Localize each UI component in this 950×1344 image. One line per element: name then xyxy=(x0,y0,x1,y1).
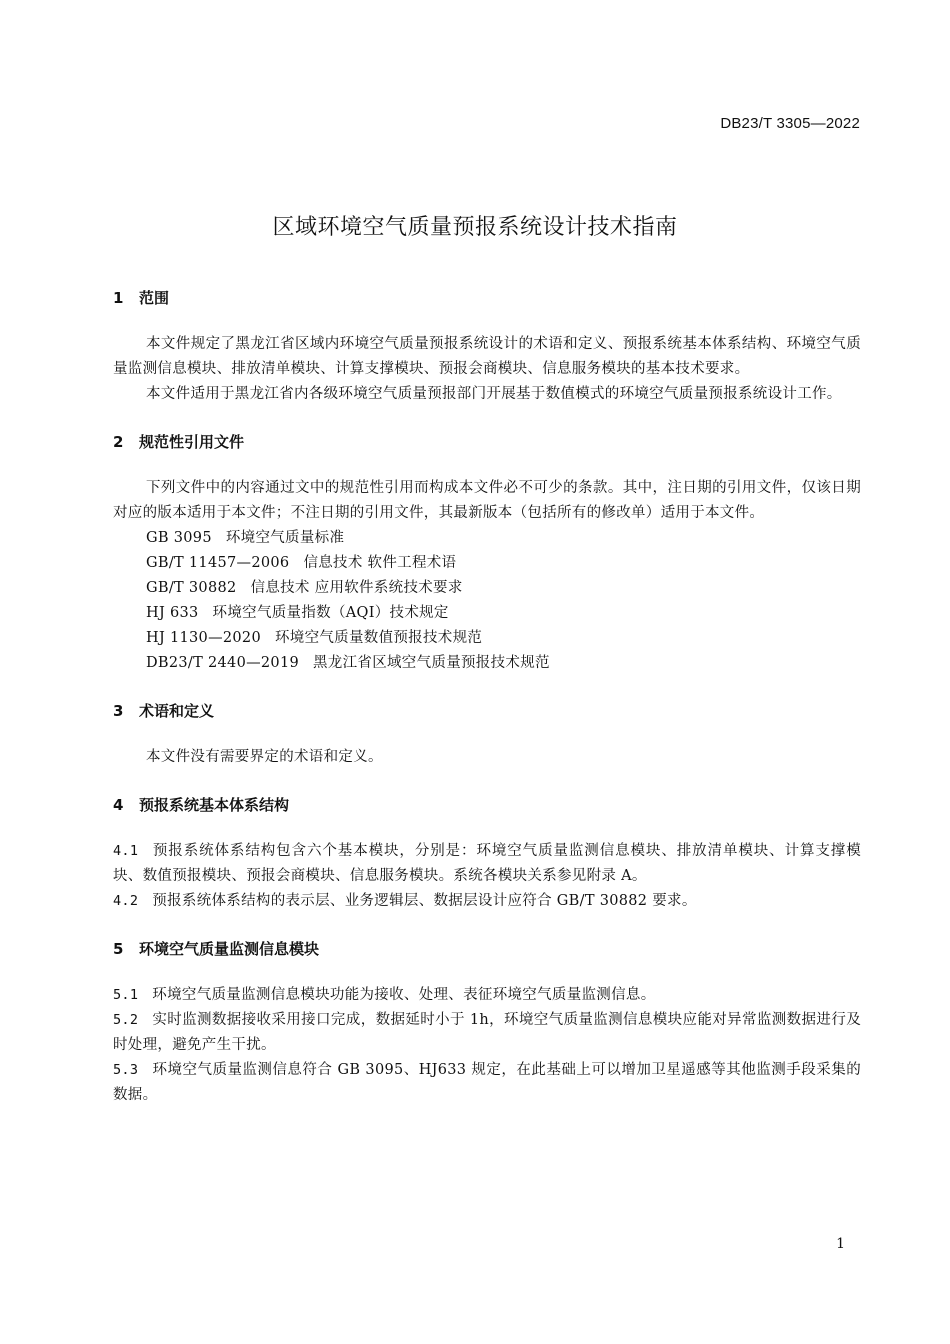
section-number: 3 xyxy=(113,702,124,720)
clause-text: 预报系统体系结构包含六个基本模块，分别是：环境空气质量监测信息模块、排放清单模块、计算支撑模块、数值预报模块、预报会商模块、信息服务模块。系统各模块关系参见附录 A。 xyxy=(113,843,861,884)
section-heading-normative-references xyxy=(113,429,861,455)
clause-number: 4.1 xyxy=(113,843,139,859)
reference-item xyxy=(113,626,861,651)
section-title: 范围 xyxy=(139,289,170,307)
reference-item xyxy=(113,526,861,551)
section-number: 5 xyxy=(113,940,124,958)
reference-title: 环境空气质量指数（AQI）技术规定 xyxy=(212,605,449,621)
document-body xyxy=(113,285,861,1108)
clause-text: 环境空气质量监测信息模块功能为接收、处理、表征环境空气质量监测信息。 xyxy=(152,987,656,1003)
section-heading-monitoring-module xyxy=(113,936,861,962)
section-heading-scope xyxy=(113,285,861,311)
reference-code: DB23/T 2440—2019 xyxy=(146,655,299,671)
paragraph: 本文件没有需要界定的术语和定义。 xyxy=(146,749,383,765)
page-number: 1 xyxy=(836,1236,845,1252)
section-title: 规范性引用文件 xyxy=(139,433,245,451)
reference-title: 环境空气质量标准 xyxy=(225,530,345,546)
clause-text: 环境空气质量监测信息符合 GB 3095、HJ633 规定，在此基础上可以增加卫星遥感等其他监测手段采集的数据。 xyxy=(113,1062,861,1103)
section-title: 环境空气质量监测信息模块 xyxy=(139,940,320,958)
clause-text: 实时监测数据接收采用接口完成，数据延时小于 1h，环境空气质量监测信息模块应能对异常监测数据进行及时处理，避免产生干扰。 xyxy=(113,1012,861,1053)
document-title: 区域环境空气质量预报系统设计技术指南 xyxy=(272,215,678,240)
section-heading-architecture xyxy=(113,792,861,818)
paragraph: 下列文件中的内容通过文中的规范性引用而构成本文件必不可少的条款。其中，注日期的引用文件，仅该日期对应的版本适用于本文件；不注日期的引用文件，其最新版本（包括所有的修改单）适用于本文件。 xyxy=(113,480,861,521)
clause xyxy=(113,1008,861,1058)
reference-list xyxy=(113,526,861,676)
document-code: DB23/T 3305—2022 xyxy=(720,115,860,132)
clause-text: 预报系统体系结构的表示层、业务逻辑层、数据层设计应符合 GB/T 30882 要求。 xyxy=(152,893,697,909)
reference-title: 黑龙江省区域空气质量预报技术规范 xyxy=(313,655,550,671)
reference-item xyxy=(113,576,861,601)
reference-title: 信息技术 应用软件系统技术要求 xyxy=(250,580,463,596)
clause-number: 4.2 xyxy=(113,893,139,909)
reference-item xyxy=(113,601,861,626)
clause xyxy=(113,983,861,1008)
section-title: 术语和定义 xyxy=(139,702,215,720)
reference-code: GB/T 11457—2006 xyxy=(146,555,290,571)
clause xyxy=(113,1058,861,1108)
section-title: 预报系统基本体系结构 xyxy=(139,796,290,814)
reference-code: HJ 633 xyxy=(146,605,199,621)
section-number: 1 xyxy=(113,289,124,307)
reference-code: GB/T 30882 xyxy=(146,580,237,596)
clause-number: 5.3 xyxy=(113,1062,139,1078)
reference-code: HJ 1130—2020 xyxy=(146,630,261,646)
reference-item xyxy=(113,551,861,576)
clause-number: 5.1 xyxy=(113,987,139,1003)
clause xyxy=(113,889,861,914)
section-heading-terms xyxy=(113,698,861,724)
paragraph: 本文件适用于黑龙江省内各级环境空气质量预报部门开展基于数值模式的环境空气质量预报系统设计工作。 xyxy=(146,386,842,402)
paragraph: 本文件规定了黑龙江省区域内环境空气质量预报系统设计的术语和定义、预报系统基本体系结构、环境空气质量监测信息模块、排放清单模块、计算支撑模块、预报会商模块、信息服务模块的基本技术要求。 xyxy=(113,336,861,377)
clause xyxy=(113,839,861,889)
section-number: 4 xyxy=(113,796,124,814)
reference-title: 信息技术 软件工程术语 xyxy=(303,555,457,571)
clause-number: 5.2 xyxy=(113,1012,139,1028)
reference-code: GB 3095 xyxy=(146,530,212,546)
section-number: 2 xyxy=(113,433,124,451)
reference-item xyxy=(113,651,861,676)
reference-title: 环境空气质量数值预报技术规范 xyxy=(274,630,483,646)
